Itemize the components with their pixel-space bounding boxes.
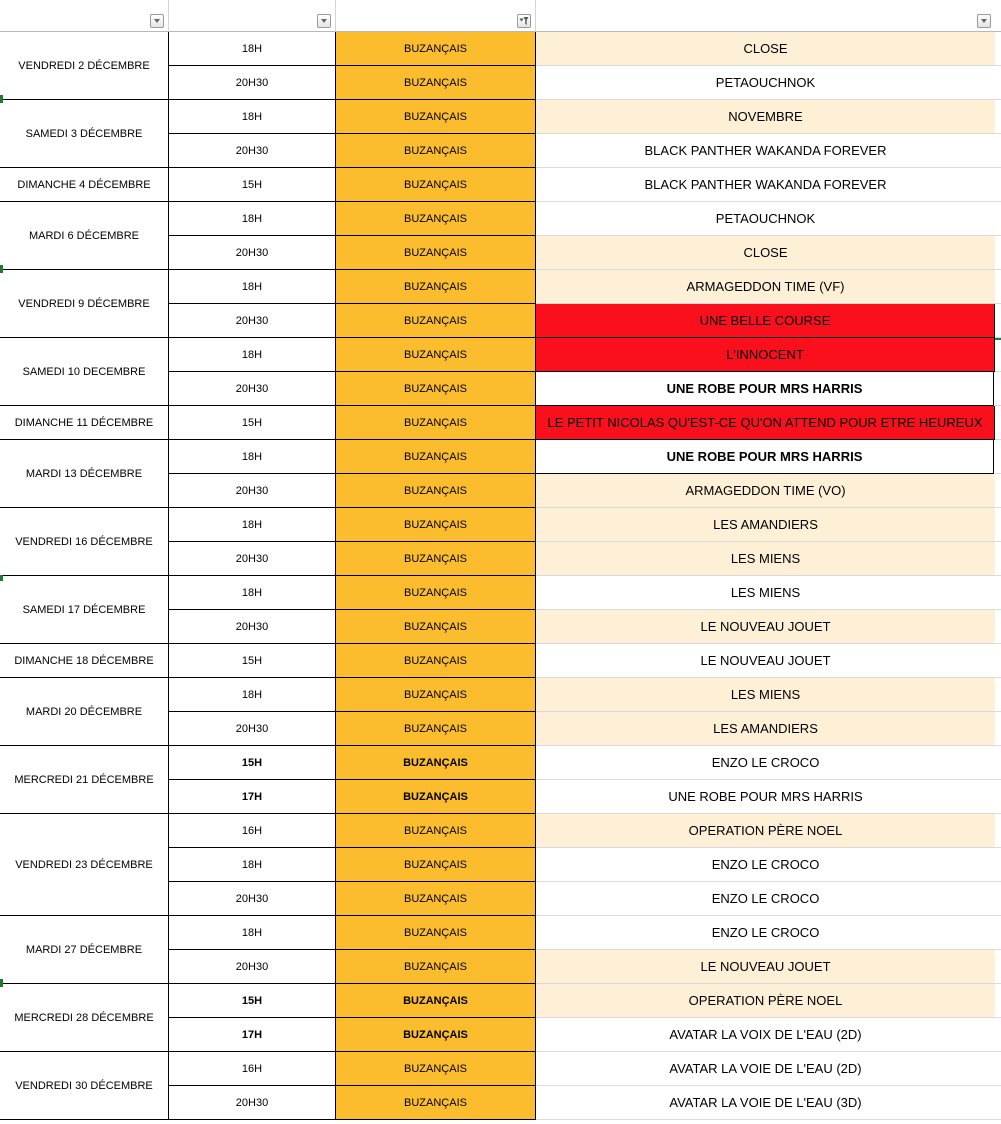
time-cell: 18H <box>169 270 336 304</box>
film-cell: LE PETIT NICOLAS QU'EST-CE QU'ON ATTEND POUR ETRE HEUREUX <box>536 406 995 440</box>
time-cell: 15H <box>169 406 336 440</box>
location-cell: BUZANÇAIS <box>336 644 536 678</box>
time-cell: 20H30 <box>169 882 336 916</box>
film-cell: CLOSE <box>536 236 995 270</box>
date-cell: VENDREDI 2 DÉCEMBRE <box>0 32 169 100</box>
film-cell: LE NOUVEAU JOUET <box>536 610 995 644</box>
gridline <box>995 473 1001 474</box>
location-cell: BUZANÇAIS <box>336 304 536 338</box>
time-cell: 15H <box>169 168 336 202</box>
film-cell: BLACK PANTHER WAKANDA FOREVER <box>536 168 995 202</box>
time-cell: 20H30 <box>169 610 336 644</box>
date-cell: VENDREDI 16 DÉCEMBRE <box>0 508 169 576</box>
location-cell: BUZANÇAIS <box>336 780 536 814</box>
time-cell: 18H <box>169 508 336 542</box>
gridline <box>995 915 1001 916</box>
date-cell: MARDI 13 DÉCEMBRE <box>0 440 169 508</box>
sheet-edge-marker <box>0 95 3 103</box>
date-cell: MERCREDI 21 DÉCEMBRE <box>0 746 169 814</box>
date-cell: MARDI 20 DÉCEMBRE <box>0 678 169 746</box>
gridline <box>995 405 1001 406</box>
time-cell: 20H30 <box>169 474 336 508</box>
date-cell: MERCREDI 28 DÉCEMBRE <box>0 984 169 1052</box>
location-cell: BUZANÇAIS <box>336 916 536 950</box>
location-cell: BUZANÇAIS <box>336 746 536 780</box>
time-cell: 18H <box>169 678 336 712</box>
chevron-down-icon <box>152 16 162 26</box>
gridline <box>995 1119 1001 1120</box>
time-cell: 15H <box>169 746 336 780</box>
filter-dropdown-button[interactable] <box>317 14 331 28</box>
time-cell: 17H <box>169 780 336 814</box>
film-cell: AVATAR LA VOIX DE L'EAU (2D) <box>536 1018 995 1052</box>
gridline <box>995 201 1001 202</box>
gridline <box>995 575 1001 576</box>
time-cell: 15H <box>169 984 336 1018</box>
header-cell-location <box>336 0 536 32</box>
location-cell: BUZANÇAIS <box>336 236 536 270</box>
film-cell: LES AMANDIERS <box>536 712 995 746</box>
film-cell: ENZO LE CROCO <box>536 882 995 916</box>
location-cell: BUZANÇAIS <box>336 576 536 610</box>
film-cell: LES MIENS <box>536 542 995 576</box>
time-cell: 18H <box>169 916 336 950</box>
film-cell: ENZO LE CROCO <box>536 848 995 882</box>
location-cell: BUZANÇAIS <box>336 678 536 712</box>
date-cell: VENDREDI 23 DÉCEMBRE <box>0 814 169 916</box>
location-cell: BUZANÇAIS <box>336 508 536 542</box>
time-cell: 20H30 <box>169 950 336 984</box>
location-cell: BUZANÇAIS <box>336 168 536 202</box>
filter-active-icon <box>519 16 529 26</box>
film-cell: AVATAR LA VOIE DE L'EAU (2D) <box>536 1052 995 1086</box>
location-cell: BUZANÇAIS <box>336 270 536 304</box>
date-cell: SAMEDI 17 DÉCEMBRE <box>0 576 169 644</box>
location-cell: BUZANÇAIS <box>336 134 536 168</box>
film-cell: CLOSE <box>536 32 995 66</box>
film-cell: AVATAR LA VOIE DE L'EAU (3D) <box>536 1086 995 1120</box>
film-cell: NOVEMBRE <box>536 100 995 134</box>
gridline <box>995 507 1001 508</box>
time-cell: 20H30 <box>169 66 336 100</box>
time-cell: 17H <box>169 1018 336 1052</box>
gridline <box>995 167 1001 168</box>
gridline <box>995 677 1001 678</box>
gridline <box>995 439 1001 440</box>
filter-dropdown-button[interactable] <box>150 14 164 28</box>
sheet-edge-marker <box>995 338 1001 340</box>
gridline <box>995 847 1001 848</box>
location-cell: BUZANÇAIS <box>336 712 536 746</box>
location-cell: BUZANÇAIS <box>336 984 536 1018</box>
location-cell: BUZANÇAIS <box>336 814 536 848</box>
sheet-edge-marker <box>0 265 3 273</box>
location-cell: BUZANÇAIS <box>336 338 536 372</box>
date-cell: DIMANCHE 4 DÉCEMBRE <box>0 168 169 202</box>
location-cell: BUZANÇAIS <box>336 1052 536 1086</box>
location-cell: BUZANÇAIS <box>336 610 536 644</box>
gridline <box>995 235 1001 236</box>
film-cell: LE NOUVEAU JOUET <box>536 950 995 984</box>
header-cell-film <box>536 0 1001 32</box>
gridline <box>995 65 1001 66</box>
gridline <box>995 303 1001 304</box>
gridline <box>995 541 1001 542</box>
time-cell: 16H <box>169 814 336 848</box>
time-cell: 20H30 <box>169 1086 336 1120</box>
time-cell: 20H30 <box>169 542 336 576</box>
film-cell: L'INNOCENT <box>536 338 995 372</box>
sheet-edge-marker <box>0 575 3 581</box>
film-cell: ENZO LE CROCO <box>536 746 995 780</box>
location-cell: BUZANÇAIS <box>336 372 536 406</box>
gridline <box>995 1017 1001 1018</box>
time-cell: 16H <box>169 1052 336 1086</box>
film-cell: ARMAGEDDON TIME (VO) <box>536 474 995 508</box>
gridline <box>995 983 1001 984</box>
gridline <box>995 711 1001 712</box>
date-cell: SAMEDI 3 DÉCEMBRE <box>0 100 169 168</box>
time-cell: 18H <box>169 440 336 474</box>
gridline <box>995 745 1001 746</box>
time-cell: 18H <box>169 100 336 134</box>
gridline <box>995 269 1001 270</box>
location-cell: BUZANÇAIS <box>336 1018 536 1052</box>
location-cell: BUZANÇAIS <box>336 100 536 134</box>
date-cell: DIMANCHE 11 DÉCEMBRE <box>0 406 169 440</box>
location-cell: BUZANÇAIS <box>336 1086 536 1120</box>
film-cell: BLACK PANTHER WAKANDA FOREVER <box>536 134 995 168</box>
date-cell: DIMANCHE 18 DÉCEMBRE <box>0 644 169 678</box>
film-cell: ARMAGEDDON TIME (VF) <box>536 270 995 304</box>
gridline <box>995 643 1001 644</box>
time-cell: 18H <box>169 202 336 236</box>
location-cell: BUZANÇAIS <box>336 950 536 984</box>
film-cell: LES MIENS <box>536 576 995 610</box>
time-cell: 18H <box>169 576 336 610</box>
film-cell: UNE BELLE COURSE <box>536 304 995 338</box>
location-cell: BUZANÇAIS <box>336 32 536 66</box>
film-cell: UNE ROBE POUR MRS HARRIS <box>536 372 994 406</box>
film-cell: ENZO LE CROCO <box>536 916 995 950</box>
header-cell-date <box>0 0 169 32</box>
film-cell: LE NOUVEAU JOUET <box>536 644 995 678</box>
gridline <box>995 371 1001 372</box>
time-cell: 15H <box>169 644 336 678</box>
time-cell: 20H30 <box>169 712 336 746</box>
location-cell: BUZANÇAIS <box>336 882 536 916</box>
location-cell: BUZANÇAIS <box>336 202 536 236</box>
gridline <box>995 813 1001 814</box>
film-cell: PETAOUCHNOK <box>536 66 995 100</box>
gridline <box>995 609 1001 610</box>
gridline <box>995 949 1001 950</box>
location-cell: BUZANÇAIS <box>336 474 536 508</box>
film-cell: OPERATION PÈRE NOEL <box>536 984 995 1018</box>
time-cell: 18H <box>169 848 336 882</box>
time-cell: 20H30 <box>169 134 336 168</box>
location-cell: BUZANÇAIS <box>336 406 536 440</box>
location-cell: BUZANÇAIS <box>336 66 536 100</box>
filter-dropdown-button[interactable] <box>977 14 991 28</box>
date-cell: VENDREDI 9 DÉCEMBRE <box>0 270 169 338</box>
gridline <box>995 99 1001 100</box>
time-cell: 20H30 <box>169 236 336 270</box>
film-cell: LES MIENS <box>536 678 995 712</box>
header-cell-time <box>169 0 336 32</box>
chevron-down-icon <box>979 16 989 26</box>
film-cell: UNE ROBE POUR MRS HARRIS <box>536 440 994 474</box>
sheet-edge-marker <box>0 979 3 987</box>
filter-active-button[interactable] <box>517 14 531 28</box>
date-cell: MARDI 27 DÉCEMBRE <box>0 916 169 984</box>
gridline <box>995 1051 1001 1052</box>
date-cell: SAMEDI 10 DECEMBRE <box>0 338 169 406</box>
time-cell: 20H30 <box>169 372 336 406</box>
location-cell: BUZANÇAIS <box>336 440 536 474</box>
location-cell: BUZANÇAIS <box>336 542 536 576</box>
gridline <box>995 1085 1001 1086</box>
date-cell: VENDREDI 30 DÉCEMBRE <box>0 1052 169 1120</box>
gridline <box>995 881 1001 882</box>
film-cell: PETAOUCHNOK <box>536 202 995 236</box>
date-cell: MARDI 6 DÉCEMBRE <box>0 202 169 270</box>
time-cell: 20H30 <box>169 304 336 338</box>
gridline <box>995 133 1001 134</box>
chevron-down-icon <box>319 16 329 26</box>
time-cell: 18H <box>169 32 336 66</box>
film-cell: LES AMANDIERS <box>536 508 995 542</box>
time-cell: 18H <box>169 338 336 372</box>
film-cell: OPERATION PÈRE NOEL <box>536 814 995 848</box>
gridline <box>995 779 1001 780</box>
film-cell: UNE ROBE POUR MRS HARRIS <box>536 780 995 814</box>
location-cell: BUZANÇAIS <box>336 848 536 882</box>
